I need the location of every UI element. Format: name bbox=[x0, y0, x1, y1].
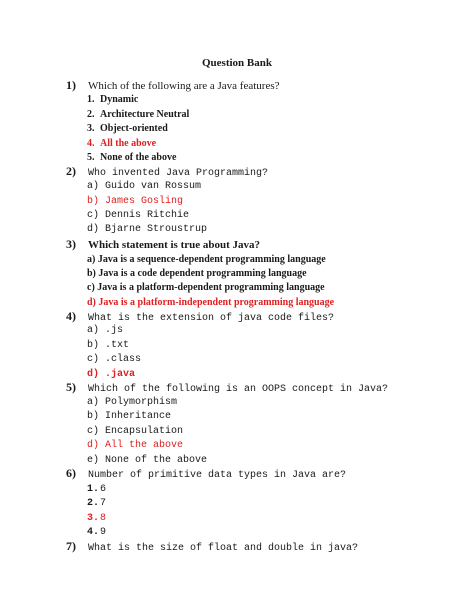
option-6-2: 2.7 bbox=[87, 498, 107, 509]
option-2-a: a) Guido van Rossum bbox=[87, 181, 202, 192]
option-6-1: 1.6 bbox=[87, 484, 107, 495]
option-4-b: b) .txt bbox=[87, 340, 130, 351]
option-6-4: 4.9 bbox=[87, 527, 107, 538]
option-3-d-correct: d) Java is a platform-independent programming language bbox=[87, 297, 335, 308]
option-5-a: a) Polymorphism bbox=[87, 397, 178, 408]
question-number: 5) bbox=[66, 380, 76, 394]
question-text: Who invented Java Programming? bbox=[88, 168, 269, 179]
question-number: 1) bbox=[66, 78, 76, 92]
page-title: Question Bank bbox=[202, 57, 272, 69]
option-1-4-correct: 4. All the above bbox=[87, 138, 157, 149]
option-2-c: c) Dennis Ritchie bbox=[87, 210, 190, 221]
question-2 bbox=[66, 165, 268, 180]
question-text: Which statement is true about Java? bbox=[88, 239, 261, 251]
option-1-1: 1. Dynamic bbox=[87, 94, 139, 105]
option-3-a: a) Java is a sequence-dependent programming language bbox=[87, 254, 326, 265]
option-4-d-correct: d) .java bbox=[87, 369, 136, 380]
question-3 bbox=[66, 238, 260, 252]
option-5-d-correct: d) All the above bbox=[87, 440, 184, 451]
question-number: 7) bbox=[66, 539, 76, 553]
question-text: Which of the following is an OOPS concept in Java? bbox=[88, 384, 389, 395]
option-6-3-correct: 3.8 bbox=[87, 513, 107, 524]
question-text: Which of the following are a Java features? bbox=[88, 80, 280, 92]
option-3-c: c) Java is a platform-dependent programming language bbox=[87, 282, 325, 293]
option-1-3: 3. Object-oriented bbox=[87, 123, 168, 134]
option-2-d: d) Bjarne Stroustrup bbox=[87, 224, 208, 235]
option-5-b: b) Inheritance bbox=[87, 411, 172, 422]
option-1-2: 2. Architecture Neutral bbox=[87, 109, 190, 120]
question-number: 2) bbox=[66, 164, 76, 178]
option-1-5: 5. None of the above bbox=[87, 152, 177, 163]
question-text: What is the extension of java code files? bbox=[88, 313, 335, 324]
option-3-b: b) Java is a code dependent programming language bbox=[87, 268, 307, 279]
question-4 bbox=[66, 310, 334, 325]
question-7 bbox=[66, 540, 358, 555]
question-number: 4) bbox=[66, 309, 76, 323]
question-text: What is the size of float and double in java? bbox=[88, 543, 359, 554]
option-5-e: e) None of the above bbox=[87, 455, 208, 466]
question-number: 3) bbox=[66, 237, 76, 251]
option-4-c: c) .class bbox=[87, 354, 142, 365]
question-number: 6) bbox=[66, 466, 76, 480]
question-6 bbox=[66, 467, 346, 482]
question-1 bbox=[66, 79, 280, 93]
option-4-a: a) .js bbox=[87, 325, 124, 336]
question-text: Number of primitive data types in Java are? bbox=[88, 470, 347, 481]
option-2-b-correct: b) James Gosling bbox=[87, 196, 184, 207]
option-5-c: c) Encapsulation bbox=[87, 426, 184, 437]
question-5 bbox=[66, 381, 388, 396]
